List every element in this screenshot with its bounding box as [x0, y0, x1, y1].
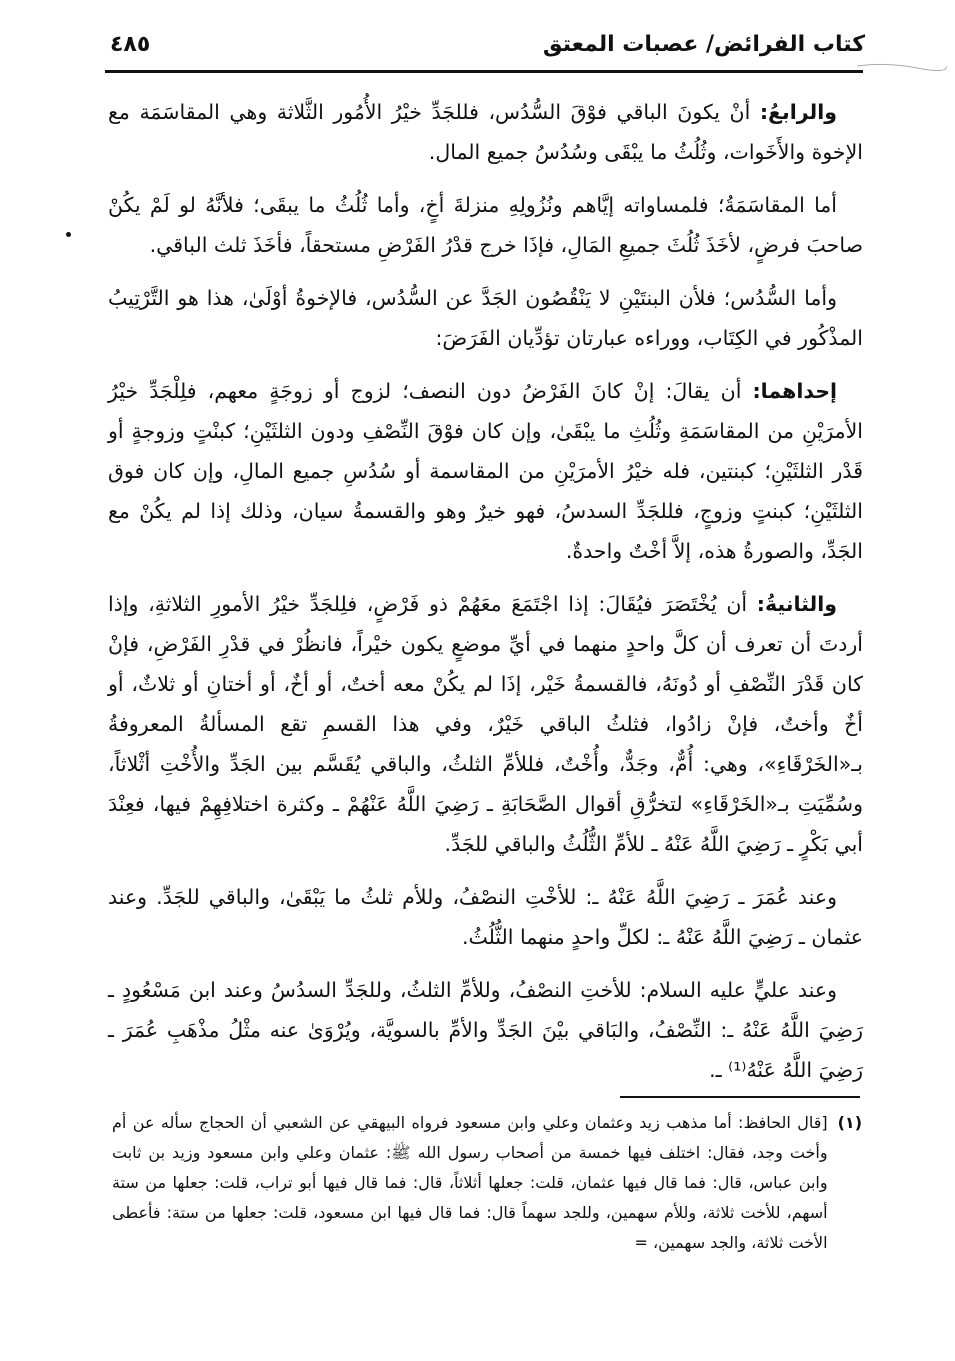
paragraph-text: أن يُخْتَصَرَ فيُقَالَ: إذا اجْتَمَعَ معَهُمْ ذو فَرْضٍ، فلِلجَدِّ خيْرُ الأمورِ الثلاثةِ، وإذا أردتَ أن تعرف أن كلَّ واحدٍ منهما في أيِّ موضعٍ يكون خيْراً، فانظُرْ في قدْرِ الفَرْضِ، فإنْ كان قَدْرَ النِّصْفِ أو دُونَهُ، فالقسمةُ خَيْر، إذَا لم يكُنْ معه أختٌ، أو أخٌ، أو أختانِ أو ثلاثٌ، أو أخٌ وأختٌ، فإنْ زادُوا، فثلثُ الباقي خَيْرٌ، وفي هذا القسمِ تقع المسألةُ المعروفةُ بـ«الخَرْقَاءِ»، وهي: أُمٌّ، وجَدٌّ، وأُخْتٌ، فللأمِّ الثلثُ، والباقي يُقَسَّم بين الجَدِّ والأُخْتِ أثْلاثاً، وسُمِّيَتِ بـ«الخَرْقَاءِ» لتخرُّقِ أقوال الصَّحَابَةِ ـ رَضِيَ اللَّهُ عَنْهُمْ ـ وكثرة اختلافِهِمْ فيها، فعِنْدَ أبي بَكْرٍ ـ رَضِيَ اللَّهُ عَنْهُ ـ للأمِّ الثُّلُثُ والباقي للجَدِّ.: [108, 592, 863, 856]
paragraph-5: [108, 584, 863, 864]
paragraph-text: وعند عُمَرَ ـ رَضِيَ اللَّهُ عَنْهُ ـ: للأخْتِ النصْفُ، وللأم ثلثُ ما يَبْقَىٰ، والباقي للجَدِّ. وعند عثمان ـ رَضِيَ اللَّهُ عَنْهُ ـ: لكلِّ واحدٍ منهما الثُّلُثُ.: [108, 885, 863, 949]
margin-dot: [66, 232, 71, 237]
footnote-1: [112, 1108, 862, 1258]
scan-edge-line: [857, 60, 947, 76]
running-title: كتاب الفرائض/ عصبات المعتق: [542, 32, 865, 57]
paragraph-lead: إحداهما:: [752, 379, 837, 403]
scan-edge-mark: [857, 60, 947, 76]
paragraph-text: وأما السُّدُس؛ فلأن البنتَيْنِ لا يَنْقُصُون الجَدَّ عن السُّدُس، فالإخوةُ أوْلَىٰ، هذا هو التَّرْتِيبُ المذْكُور في الكِتَاب، ووراءه عبارتان تؤدِّيان الفَرَضَ:: [108, 286, 863, 350]
footnotes: [112, 1108, 862, 1258]
paragraph-lead: والثانيةُ:: [756, 592, 837, 616]
footnote-separator: [620, 1096, 860, 1098]
paragraph-text: وعند عليٍّ عليه السلام: للأختِ النصْفُ، وللأمِّ الثلثُ، وللجَدِّ السدُسُ وعند ابن مَسْعُودٍ ـ رَضِيَ اللَّهُ عَنْهُ ـ: النِّصْفُ، والبَاقي بيْنَ الجَدِّ والأمِّ بالسويَّة، ويُرْوَىٰ عنه مثْلُ مذْهَبِ عُمَرَ ـ رَضِيَ اللَّهُ عَنْهُ⁽¹⁾ ـ.: [108, 978, 863, 1082]
page-header: [110, 28, 865, 68]
paragraph-2: [108, 185, 863, 265]
paragraph-6: [108, 877, 863, 957]
paragraph-4: [108, 371, 863, 571]
paragraph-7: [108, 970, 863, 1090]
footnote-text: [قال الحافظ: أما مذهب زيد وعثمان وعلي وابن مسعود فرواه البيهقي عن الشعبي أن الحجاج سأله عن أم وأخت وجد، فقال: اختلف فيها خمسة من أصحاب رسول الله ﷺ: عثمان وعلي وابن مسعود وزيد بن ثابت وابن عباس، قال: فما قال فيها عثمان، قلت: جعلها أثلاثاً، قال: فما قال فيها أبو تراب، قلت: جعلها من ستة أسهم، للأخت ثلاثة، وللأم سهمين، وللجد سهماً قال: فما قال فيها ابن مسعود، قلت: جعلها من ستة: فأعطى الأخت ثلاثة، والجد سهمين، =: [112, 1113, 828, 1252]
page-number: ٤٨٥: [110, 32, 151, 57]
paragraph-3: [108, 278, 863, 358]
header-rule: [105, 70, 863, 73]
paragraph-text: أنْ يكونَ الباقي فوْقَ السُّدُس، فللجَدِّ خيْرُ الأُمُور الثَّلاثة وهي المقاسَمَة مع الإخوة والأَخَوات، وثُلُثُ ما يبْقَى وسُدُسُ جميع المال.: [108, 100, 863, 164]
paragraph-1: [108, 92, 863, 172]
paragraph-lead: والرابعُ:: [759, 100, 837, 124]
paragraph-text: أن يقالَ: إنْ كانَ الفَرْضُ دون النصف؛ لزوج أو زوجَةٍ معهم، فلِلْجَدِّ خيْرُ الأمرَيْنِ من المقاسَمَةِ وثُلُثِ ما يبْقَىٰ، وإن كان فوْقَ النِّصْفِ ودون الثلثَيْنِ؛ كبنْتٍ وزوجةٍ أو قَدْر الثلثَيْنِ؛ كبنتين، فله خيْرُ الأمرَيْنِ من المقاسمة أو سُدُسِ جميع المالِ، وإن كان فوق الثلثَيْنِ؛ كبنتٍ وزوجٍ، فللجَدِّ السدسُ، فهو خيرٌ وهو والقسمةُ سيان، وذلك إذا لم يكُنْ مع الجَدِّ، والصورةُ هذه، إلاَّ أخْتٌ واحدةٌ.: [108, 379, 863, 563]
main-text: [108, 92, 863, 1103]
paragraph-text: أما المقاسَمَةُ؛ فلمساواته إيَّاهم ونُزُولِهِ منزلةَ أخٍ، وأما ثُلُثُ ما يبقَى؛ فلأنَّهُ لو لَمْ يكُنْ صاحبَ فرضٍ، لأخَذَ ثُلُثَ جميعِ المَالِ، فإذَا خرج قدْرُ الفَرْضِ مستحقاً، فأخَذَ ثلث الباقي.: [108, 193, 863, 257]
footnote-marker: (١): [837, 1113, 862, 1132]
